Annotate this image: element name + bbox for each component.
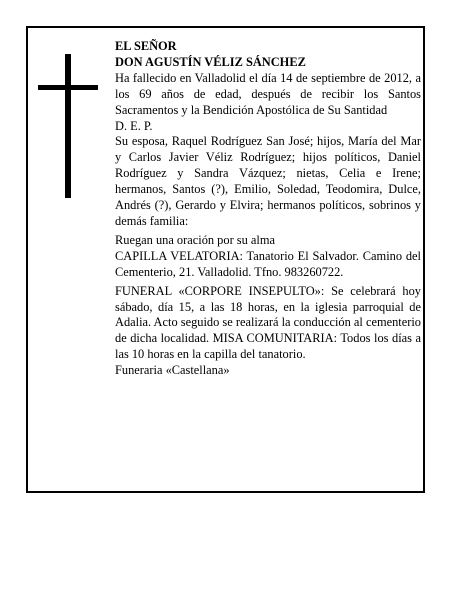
notice-title: EL SEÑOR	[115, 39, 177, 53]
funeral-info: FUNERAL «CORPORE INSEPULTO»: Se celebrará hoy sábado, día 15, a las 18 horas, en la iglesia parroquial de Adalia. Acto seguido se realizará la conducción al cementerio de dicha localidad. MISA COMUNITARIA: Todos los días a las 10 horas en la capilla del tanatorio.	[115, 283, 421, 362]
chapel-info: CAPILLA VELATORIA: Tanatorio El Salvador. Camino del Cementerio, 21. Valladolid. Tfno. 983260722.	[115, 248, 421, 279]
prayer-request: Ruegan una oración por su alma	[115, 232, 275, 247]
cross-vertical-bar	[65, 54, 71, 198]
obituary-text	[115, 39, 421, 379]
cross-horizontal-bar	[38, 85, 98, 90]
deceased-name: DON AGUSTÍN VÉLIZ SÁNCHEZ	[115, 54, 306, 69]
cross-icon	[38, 54, 98, 198]
death-info: Ha fallecido en Valladolid el día 14 de septiembre de 2012, a los 69 años de edad, después de recibir los Santos Sacramentos y la Bendición Apostólica de Su Santidad	[115, 70, 421, 117]
family-list: Su esposa, Raquel Rodríguez San José; hijos, María del Mar y Carlos Javier Véliz Rodríguez; hijos políticos, Daniel Rodríguez y Sandra Vázquez; nietas, Celia e Irene; hermanos, Santos (?), Emilio, Soledad, Teodomira, Dulce, Andrés (?), Gerardo y Elvira; hermanos políticos, sobrinos y demás familia:	[115, 134, 421, 228]
dep-line: D. E. P.	[115, 118, 153, 133]
funeral-home: Funeraria «Castellana»	[115, 363, 230, 378]
